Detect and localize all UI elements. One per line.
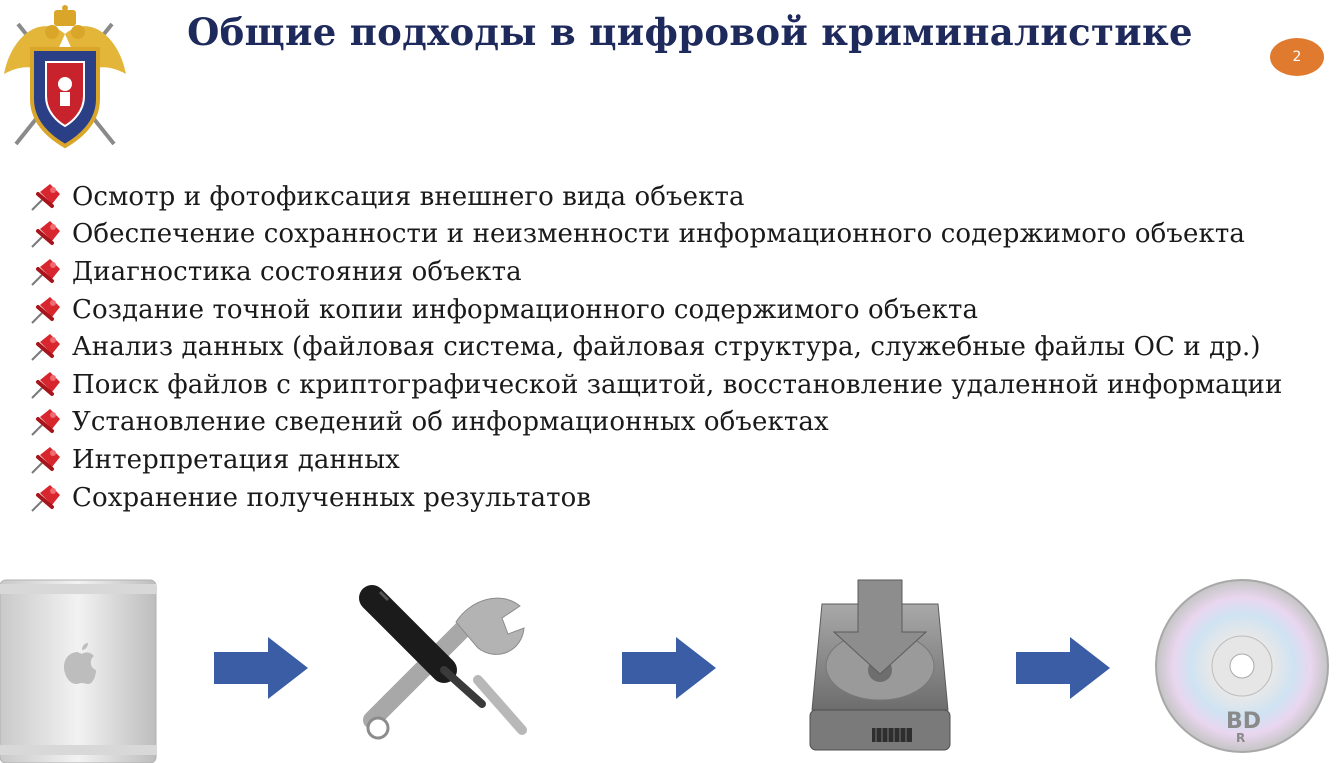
disc-sublabel: R	[1236, 731, 1246, 745]
pushpin-icon	[28, 182, 64, 212]
bd-disc-icon	[1156, 580, 1328, 752]
process-flow	[0, 570, 1344, 763]
pushpin-icon	[28, 445, 64, 475]
bullet-text: Диагностика состояния объекта	[72, 256, 522, 287]
list-item	[28, 291, 1282, 329]
list-item	[28, 441, 1282, 479]
pushpin-icon	[28, 332, 64, 362]
pushpin-icon	[28, 295, 64, 325]
pushpin-icon	[28, 407, 64, 437]
list-item	[28, 328, 1282, 366]
computer-tower-icon	[0, 580, 156, 763]
pushpin-icon	[28, 257, 64, 287]
pushpin-icon	[28, 219, 64, 249]
bullet-text: Интерпретация данных	[72, 444, 400, 475]
investigative-committee-emblem	[2, 4, 128, 154]
bullet-text: Обеспечение сохранности и неизменности информационного содержимого объекта	[72, 219, 1245, 250]
bullet-list	[28, 178, 1282, 516]
arrow-right-icon	[622, 637, 716, 699]
arrow-right-icon	[1016, 637, 1110, 699]
pushpin-icon	[28, 370, 64, 400]
list-item	[28, 178, 1282, 216]
bullet-text: Создание точной копии информационного содержимого объекта	[72, 294, 979, 325]
list-item	[28, 366, 1282, 404]
list-item	[28, 216, 1282, 254]
bullet-text: Установление сведений об информационных объектах	[72, 407, 829, 438]
pushpin-icon	[28, 483, 64, 513]
tools-icon	[368, 592, 524, 738]
bullet-text: Сохранение полученных результатов	[72, 482, 592, 513]
bullet-text: Анализ данных (файловая система, файловая структура, служебные файлы ОС и др.)	[72, 332, 1261, 363]
hard-drive-download-icon	[810, 580, 950, 750]
disc-label: BD	[1226, 709, 1262, 734]
bullet-text: Осмотр и фотофиксация внешнего вида объекта	[72, 181, 745, 212]
page-title: Общие подходы в цифровой криминалистике	[187, 10, 1193, 54]
list-item	[28, 404, 1282, 442]
arrow-right-icon	[214, 637, 308, 699]
list-item	[28, 479, 1282, 517]
list-item	[28, 253, 1282, 291]
bullet-text: Поиск файлов с криптографической защитой, восстановление удаленной информации	[72, 369, 1283, 400]
page-number-badge: 2	[1270, 38, 1324, 76]
